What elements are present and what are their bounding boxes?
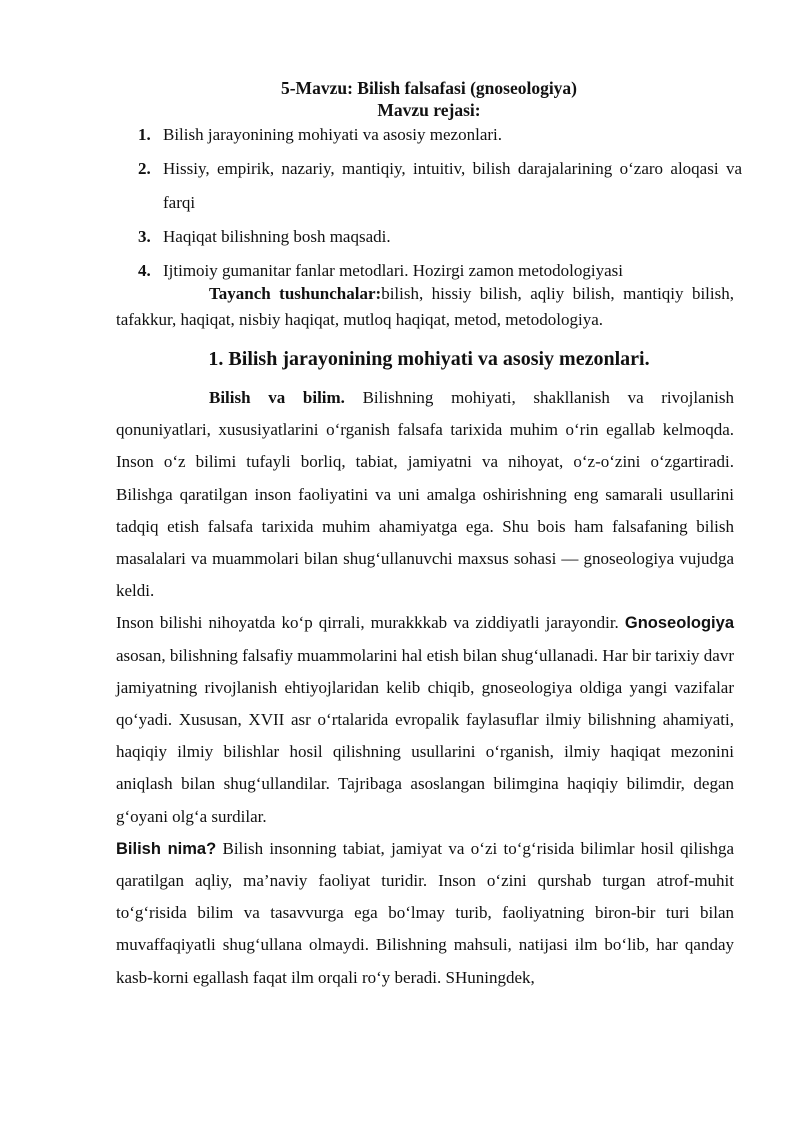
plan-item — [138, 220, 742, 254]
paragraph-text: Inson bilishi nihoyatda ko‘p qirrali, murakkkab va ziddiyatli jarayondir. — [116, 613, 625, 633]
plan-item-number: 2. — [138, 159, 151, 178]
plan-item — [138, 152, 742, 220]
plan-item-text: Haqiqat bilishning bosh maqsadi. — [163, 227, 391, 246]
paragraph-text: asosan, bilishning falsafiy muammolarini hal etish bilan shug‘ullanadi. Har bir tarixiy davr jamiyatning rivojlanish ehtiyojlaridan kelib chiqib, gnoseologiya oldiga yangi vazifalar qo‘yadi. Xususan, XVII asr o‘rtalarida evropalik faylasuflar ilmiy bilishning ahamiyati, haqiqiy ilmiy bilishlar hosil qilishning usullarini o‘rganish, ilmiy haqiqat mezonini aniqlash bilan shug‘ullandilar. Tajribaga asoslangan bilimgina haqiqiy bilimdir, degan g‘oyani olg‘a surdilar. — [116, 645, 735, 826]
section-heading: 1. Bilish jarayonining mohiyati va asosiy mezonlari. — [208, 348, 650, 370]
page-title: 5-Mavzu: Bilish falsafasi (gnoseologiya) — [280, 78, 578, 98]
plan-item-text: Ijtimoiy gumanitar fanlar metodlari. Hozirgi zamon metodologiyasi — [163, 261, 623, 280]
key-concepts — [116, 281, 734, 333]
paragraph — [116, 382, 734, 607]
body-text — [116, 382, 734, 994]
page-subtitle: Mavzu rejasi: — [377, 100, 481, 120]
key-concepts-text: bilish, hissiy bilish, aqliy bilish, mantiqiy bilish, tafakkur, haqiqat, nisbiy haqiqat, mutloq haqiqat, metod, metodologiya. — [116, 284, 734, 329]
paragraph-lead: Bilish nima? — [116, 839, 217, 858]
plan-item — [138, 118, 742, 152]
plan-item-number: 3. — [138, 227, 151, 246]
paragraph-text: Bilishning mohiyati, shakllanish va rivojlanish qonuniyatlari, xususiyatlarini o‘rganish falsafa tarixida muhim o‘rin egallab kelmoqda. Inson o‘z bilimi tufayli borliq, tabiat, jamiyatni va nihoyat, o‘z-o‘zini o‘zgartiradi. Bilishga qaratilgan inson faoliyatini va uni amalga oshirishning eng samarali usullarini tadqiq etish falsafa tarixida muhim ahamiyatga ega. Shu bois ham falsafaning bilish masalalari va muammolari bilan shug‘ullanuvchi maxsus sohasi — gnoseologiya vujudga keldi. — [116, 388, 734, 601]
plan-item-number: 4. — [138, 261, 151, 280]
plan-item-text: Hissiy, empirik, nazariy, mantiqiy, intuitiv, bilish darajalarining o‘zaro aloqasi va farqi — [163, 159, 742, 212]
paragraph — [116, 833, 734, 994]
paragraph-text: Bilish insonning tabiat, jamiyat va o‘zi to‘g‘risida bilimlar hosil qilishga qaratilgan aqliy, ma’naviy faoliyat turidir. Inson o‘zini qurshab turgan atrof-muhit to‘g‘risida bilim va tasavvurga ega bo‘lmay turib, faoliyatning biron-bir turi bilan muvaffaqiyatli shug‘ullana olmaydi. Bilishning mahsuli, natijasi ilm bo‘lib, har qanday kasb-korni egallash faqat ilm orqali ro‘y beradi. SHuningdek, — [116, 838, 734, 987]
key-concepts-label: Tayanch tushunchalar: — [209, 284, 382, 303]
topic-plan-list — [138, 118, 742, 288]
paragraph-lead: Bilish va bilim. — [209, 388, 345, 407]
plan-item-text: Bilish jarayonining mohiyati va asosiy mezonlari. — [163, 125, 502, 144]
plan-item-number: 1. — [138, 125, 151, 144]
paragraph-lead: Gnoseologiya — [624, 614, 734, 633]
paragraph — [116, 607, 734, 832]
